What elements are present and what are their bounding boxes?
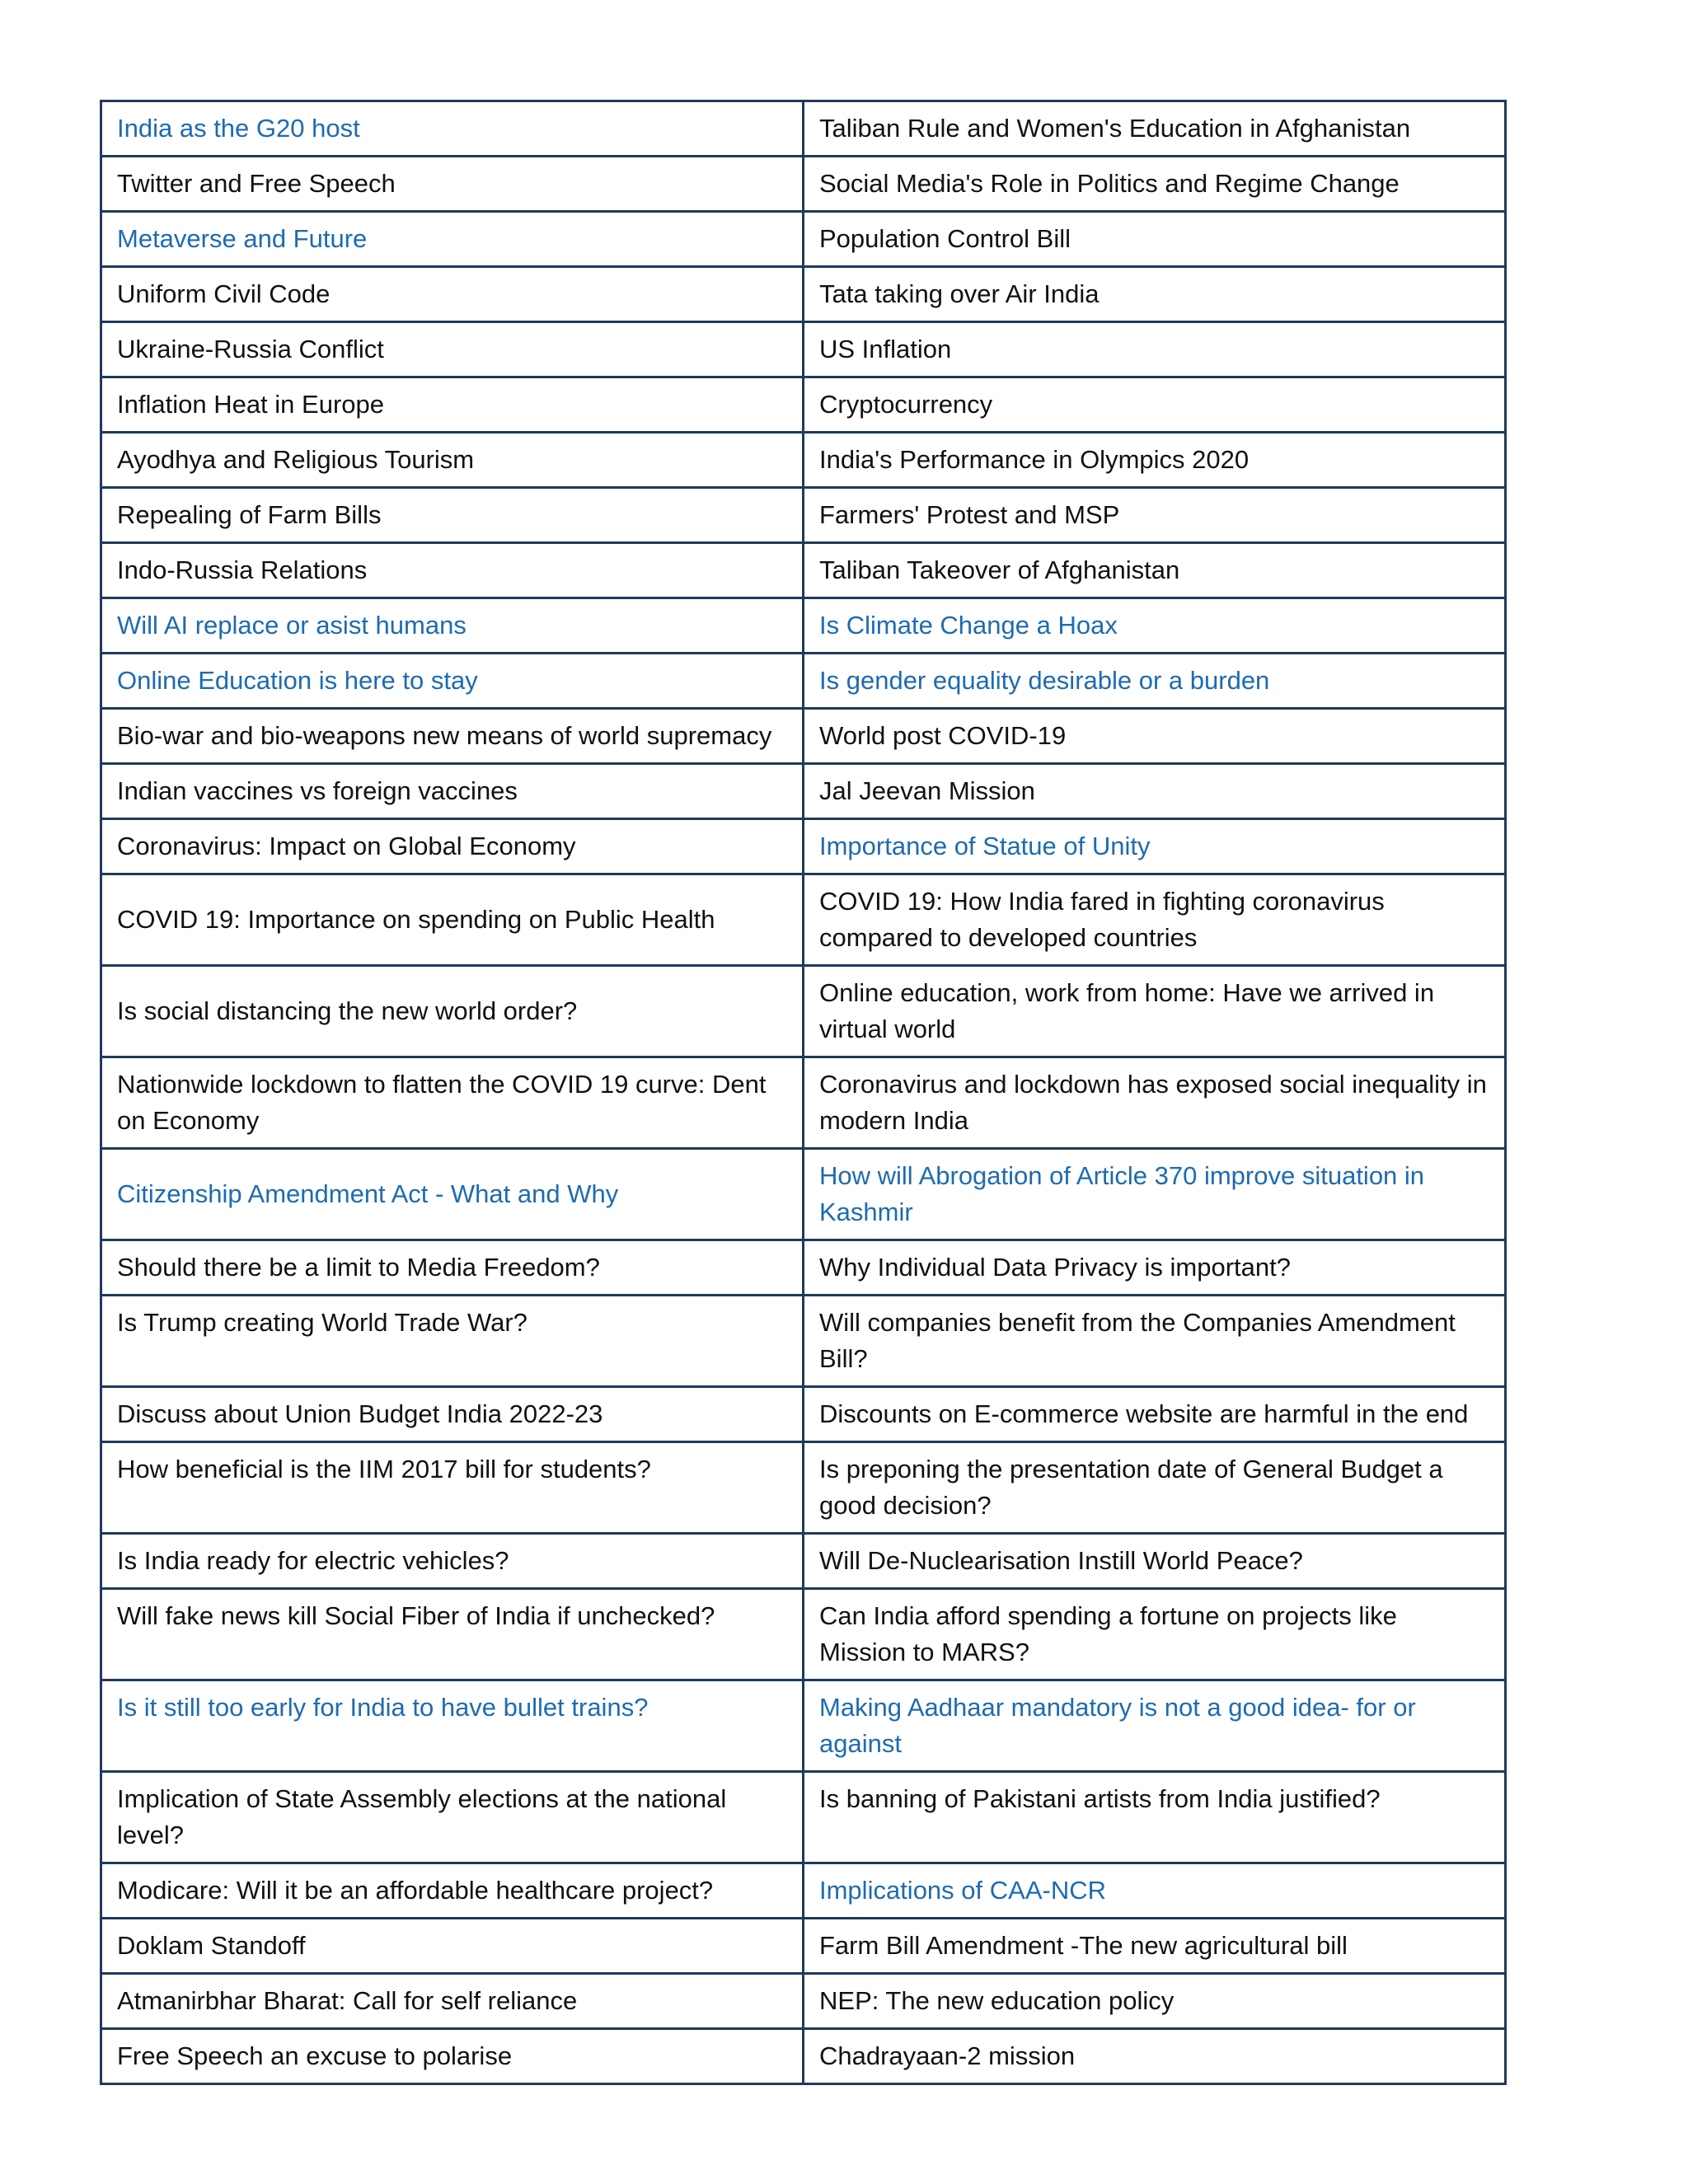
topic-cell: Chadrayaan-2 mission (804, 2029, 1506, 2084)
topic-cell-link[interactable]: Citizenship Amendment Act - What and Why (101, 1149, 804, 1240)
topic-cell-link[interactable]: How will Abrogation of Article 370 improve situation in Kashmir (804, 1149, 1506, 1240)
topic-cell: NEP: The new education policy (804, 1974, 1506, 2029)
topic-cell: Social Media's Role in Politics and Regime Change (804, 157, 1506, 212)
topic-cell: Taliban Rule and Women's Education in Afghanistan (804, 101, 1506, 157)
table-row (101, 543, 1506, 598)
table-row (101, 874, 1506, 966)
table-row (101, 1442, 1506, 1534)
topic-cell-link[interactable]: Importance of Statue of Unity (804, 819, 1506, 874)
topic-cell-link[interactable]: Will AI replace or asist humans (101, 598, 804, 654)
table-row (101, 654, 1506, 709)
topic-cell: Tata taking over Air India (804, 267, 1506, 322)
topic-cell: Jal Jeevan Mission (804, 764, 1506, 819)
table-row (101, 212, 1506, 267)
topic-cell-link[interactable]: Online Education is here to stay (101, 654, 804, 709)
table-row (101, 966, 1506, 1057)
table-row (101, 101, 1506, 157)
table-row (101, 1589, 1506, 1680)
topic-cell: Twitter and Free Speech (101, 157, 804, 212)
topic-cell: Repealing of Farm Bills (101, 488, 804, 543)
topic-cell: Atmanirbhar Bharat: Call for self reliance (101, 1974, 804, 2029)
topic-cell: Farmers' Protest and MSP (804, 488, 1506, 543)
topic-cell: Inflation Heat in Europe (101, 377, 804, 433)
topic-cell: Is Trump creating World Trade War? (101, 1296, 804, 1387)
topic-cell: How beneficial is the IIM 2017 bill for students? (101, 1442, 804, 1534)
topic-cell-link[interactable]: Implications of CAA-NCR (804, 1863, 1506, 1919)
topic-cell: Bio-war and bio-weapons new means of world supremacy (101, 709, 804, 764)
table-row (101, 709, 1506, 764)
topic-cell: Nationwide lockdown to flatten the COVID 19 curve: Dent on Economy (101, 1057, 804, 1149)
topic-cell: COVID 19: How India fared in fighting coronavirus compared to developed countries (804, 874, 1506, 966)
table-row (101, 488, 1506, 543)
topic-cell: Taliban Takeover of Afghanistan (804, 543, 1506, 598)
topic-cell: Discounts on E-commerce website are harmful in the end (804, 1387, 1506, 1442)
topic-cell: Will fake news kill Social Fiber of India if unchecked? (101, 1589, 804, 1680)
table-row (101, 1057, 1506, 1149)
topic-cell: Can India afford spending a fortune on projects like Mission to MARS? (804, 1589, 1506, 1680)
topic-cell: Free Speech an excuse to polarise (101, 2029, 804, 2084)
table-row (101, 322, 1506, 377)
table-row (101, 598, 1506, 654)
table-row (101, 157, 1506, 212)
topic-cell: Discuss about Union Budget India 2022-23 (101, 1387, 804, 1442)
topic-cell: Is banning of Pakistani artists from India justified? (804, 1772, 1506, 1863)
table-row (101, 1240, 1506, 1296)
topic-cell-link[interactable]: India as the G20 host (101, 101, 804, 157)
topic-cell: COVID 19: Importance on spending on Public Health (101, 874, 804, 966)
table-row (101, 1974, 1506, 2029)
topic-cell: Farm Bill Amendment -The new agricultural bill (804, 1919, 1506, 1974)
table-row (101, 764, 1506, 819)
topic-cell-link[interactable]: Metaverse and Future (101, 212, 804, 267)
topic-cell: Population Control Bill (804, 212, 1506, 267)
topics-table (100, 100, 1507, 2085)
topic-cell-link[interactable]: Is gender equality desirable or a burden (804, 654, 1506, 709)
topic-cell-link[interactable]: Making Aadhaar mandatory is not a good idea- for or against (804, 1680, 1506, 1772)
table-row (101, 1680, 1506, 1772)
topic-cell: Cryptocurrency (804, 377, 1506, 433)
topic-cell: Indo-Russia Relations (101, 543, 804, 598)
topics-table-body (101, 101, 1506, 2084)
table-row (101, 1919, 1506, 1974)
topic-cell-link[interactable]: Is Climate Change a Hoax (804, 598, 1506, 654)
topic-cell: Online education, work from home: Have we arrived in virtual world (804, 966, 1506, 1057)
topic-cell: Will De-Nuclearisation Instill World Peace? (804, 1534, 1506, 1589)
document-page (100, 100, 1504, 2085)
topic-cell: Is preponing the presentation date of General Budget a good decision? (804, 1442, 1506, 1534)
topic-cell: Coronavirus: Impact on Global Economy (101, 819, 804, 874)
table-row (101, 377, 1506, 433)
topic-cell: Is India ready for electric vehicles? (101, 1534, 804, 1589)
topic-cell: Ukraine-Russia Conflict (101, 322, 804, 377)
table-row (101, 1387, 1506, 1442)
topic-cell: Coronavirus and lockdown has exposed social inequality in modern India (804, 1057, 1506, 1149)
table-row (101, 1534, 1506, 1589)
topic-cell: US Inflation (804, 322, 1506, 377)
topic-cell: Uniform Civil Code (101, 267, 804, 322)
table-row (101, 2029, 1506, 2084)
topic-cell-link[interactable]: Is it still too early for India to have bullet trains? (101, 1680, 804, 1772)
topic-cell: Implication of State Assembly elections at the national level? (101, 1772, 804, 1863)
topic-cell: Modicare: Will it be an affordable healthcare project? (101, 1863, 804, 1919)
table-row (101, 433, 1506, 488)
topic-cell: World post COVID-19 (804, 709, 1506, 764)
table-row (101, 267, 1506, 322)
topic-cell: Doklam Standoff (101, 1919, 804, 1974)
topic-cell: Why Individual Data Privacy is important? (804, 1240, 1506, 1296)
topic-cell: Should there be a limit to Media Freedom? (101, 1240, 804, 1296)
table-row (101, 819, 1506, 874)
table-row (101, 1296, 1506, 1387)
topic-cell: Is social distancing the new world order? (101, 966, 804, 1057)
topic-cell: Indian vaccines vs foreign vaccines (101, 764, 804, 819)
topic-cell: Ayodhya and Religious Tourism (101, 433, 804, 488)
topic-cell: Will companies benefit from the Companies Amendment Bill? (804, 1296, 1506, 1387)
topic-cell: India's Performance in Olympics 2020 (804, 433, 1506, 488)
table-row (101, 1863, 1506, 1919)
table-row (101, 1149, 1506, 1240)
table-row (101, 1772, 1506, 1863)
